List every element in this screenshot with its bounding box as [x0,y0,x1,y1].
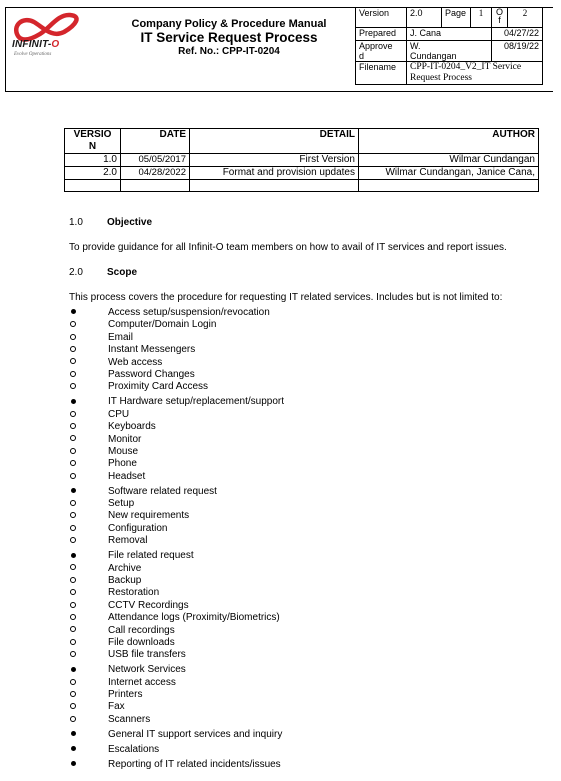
manual-title: Company Policy & Procedure Manual [131,18,327,30]
of-label: O f [492,8,508,28]
version-label: Version [356,8,407,28]
list-item-text: Removal [108,535,148,547]
list-item-text: Proximity Card Access [108,381,209,393]
section-number: 1.0 [69,217,83,228]
bullet-circle-icon [69,689,77,701]
bullet-circle-icon [69,369,77,381]
list-item-text: Scanners [108,713,151,725]
rev-header-date: DATE [121,129,190,154]
bullet-disc-icon [69,743,77,756]
page-total: 2 [508,8,543,28]
bullet-circle-icon [69,649,77,661]
revision-history-table [64,128,539,192]
list-item-text: Keyboards [108,421,156,433]
section-title: Objective [107,217,153,228]
bullet-circle-icon [69,319,77,331]
list-item-text: Escalations [108,743,160,755]
list-item-text: General IT support services and inquiry [108,728,283,740]
rev-header-detail: DETAIL [190,129,359,154]
page-number: 1 [471,8,492,28]
filename-value: CPP-IT-0204_V2_IT Service Request Process [407,62,543,85]
bullet-circle-icon [69,523,77,535]
rev-version [65,180,121,192]
list-item-text: Configuration [108,522,168,534]
bullet-disc-icon [69,485,77,498]
list-item-text: Printers [108,689,143,701]
bullet-circle-icon [69,510,77,522]
list-item-text: Fax [108,701,125,713]
approved-label: Approve d [356,41,407,62]
list-item-text: Backup [108,574,142,586]
rev-detail: First Version [190,154,359,167]
bullet-circle-icon [69,344,77,356]
bullet-disc-icon [69,549,77,562]
list-item-text: Computer/Domain Login [108,319,217,331]
list-item-text: Restoration [108,587,160,599]
list-item-text: Email [108,331,134,343]
section-title: Scope [107,267,138,278]
logo-wordmark: INFINIT-O [12,39,60,50]
list-item-text: CCTV Recordings [108,599,189,611]
objective-text: To provide guidance for all Infinit-O team members on how to avail of IT services and report issues. [69,242,507,253]
bullet-circle-icon [69,637,77,649]
bullet-circle-icon [69,714,77,726]
list-item-text: Password Changes [108,368,195,380]
bullet-circle-icon [69,434,77,446]
rev-version: 1.0 [65,154,121,167]
rev-detail: Format and provision updates [190,167,359,180]
bullet-circle-icon [69,409,77,421]
list-item-text: Headset [108,470,146,482]
bullet-disc-icon [69,306,77,319]
list-item-text: File downloads [108,636,175,648]
bullet-circle-icon [69,677,77,689]
list-item-text: Access setup/suspension/revocation [108,307,270,318]
bullet-circle-icon [69,332,77,344]
rev-date: 04/28/2022 [121,167,190,180]
list-item-text: IT Hardware setup/replacement/support [108,396,285,408]
list-item-text: USB file transfers [108,649,186,661]
bullet-circle-icon [69,421,77,433]
bullet-circle-icon [69,458,77,470]
list-item-text: Archive [108,562,142,574]
list-item-text: CPU [108,408,130,420]
approved-by: W. Cundangan [407,41,492,62]
rev-header-author: AUTHOR [359,129,539,154]
table-row [65,167,539,180]
document-title: IT Service Request Process [140,30,318,45]
list-item-text: Software related request [108,485,217,497]
bullet-disc-icon [69,663,77,676]
list-item-text: Internet access [108,676,176,688]
approved-date: 08/19/22 [492,41,543,62]
reference-number: Ref. No.: CPP-IT-0204 [178,46,280,57]
prepared-label: Prepared [356,28,407,41]
rev-date [121,180,190,192]
bullet-disc-icon [69,728,77,741]
bullet-circle-icon [69,612,77,624]
prepared-by: J. Cana [407,28,492,41]
rev-detail [190,180,359,192]
list-item-text: Web access [108,356,163,368]
list-item-text: Phone [108,458,137,470]
prepared-date: 04/27/22 [492,28,543,41]
bullet-circle-icon [69,535,77,547]
bullet-circle-icon [69,575,77,587]
rev-author [359,180,539,192]
list-item-text: Monitor [108,433,142,445]
rev-date: 05/05/2017 [121,154,190,167]
list-item-text: Attendance logs (Proximity/Biometrics) [108,612,280,624]
header-bottom-border [5,91,553,92]
bullet-circle-icon [69,471,77,483]
bullet-circle-icon [69,587,77,599]
list-item-text: Instant Messengers [108,344,196,356]
rev-author: Wilmar Cundangan, Janice Cana, [359,167,539,180]
document-meta-table [355,7,543,85]
filename-label: Filename [356,62,407,85]
list-item-text: File related request [108,550,194,562]
table-row [65,154,539,167]
version-value: 2.0 [407,8,442,28]
list-item-text: Mouse [108,445,139,457]
bullet-circle-icon [69,701,77,713]
bullet-circle-icon [69,498,77,510]
scope-text: This process covers the procedure for requesting IT related services. Includes but is not limited to: [69,292,503,303]
page-label: Page [442,8,471,28]
rev-header-version: VERSIO N [65,129,121,154]
header-left-border [5,7,6,92]
bullet-disc-icon [69,758,77,771]
rev-version: 2.0 [65,167,121,180]
list-item-text: Call recordings [108,624,175,636]
table-row [65,180,539,192]
bullet-circle-icon [69,357,77,369]
list-item-text: Reporting of IT related incidents/issues [108,758,281,770]
bullet-circle-icon [69,446,77,458]
section-number: 2.0 [69,267,83,278]
bullet-circle-icon [69,625,77,637]
list-item-text: Network Services [108,664,186,676]
rev-author: Wilmar Cundangan [359,154,539,167]
list-item-text: New requirements [108,510,190,522]
bullet-circle-icon [69,381,77,393]
bullet-circle-icon [69,600,77,612]
list-item-text: Setup [108,498,135,510]
logo-tagline: Evolve Operations [14,52,52,57]
bullet-disc-icon [69,395,77,408]
bullet-circle-icon [69,563,77,575]
